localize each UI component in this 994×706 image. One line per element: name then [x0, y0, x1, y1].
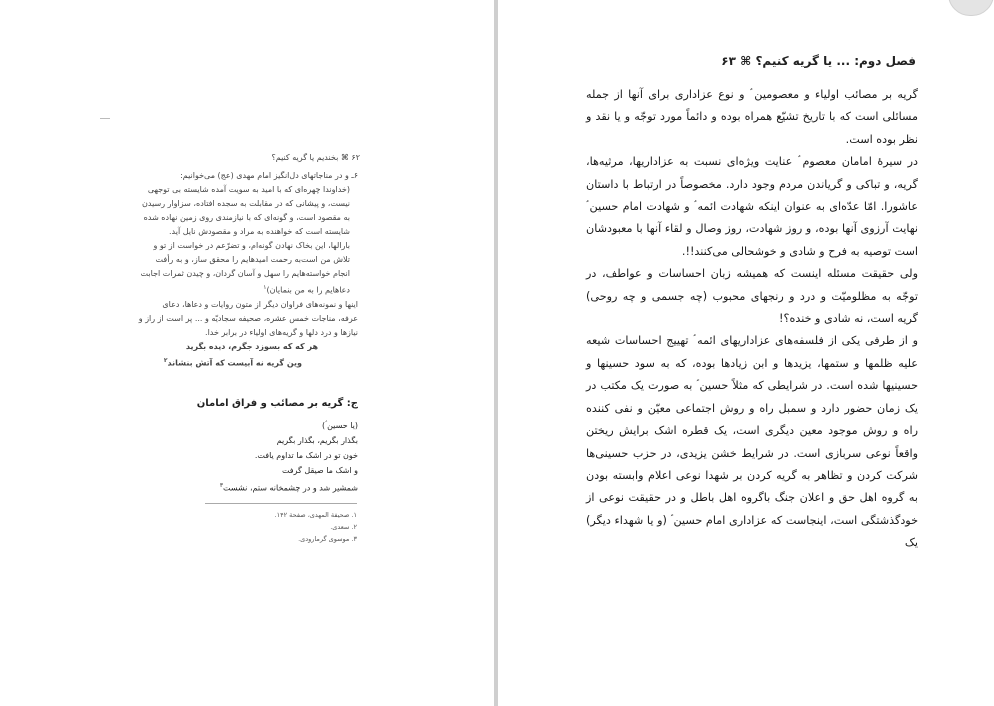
poem-line-text: شمشیر شد و در چشمخانه ستم، نشست: [223, 483, 358, 493]
section-heading: ج: گریه بر مصائب و فراق امامان: [196, 398, 358, 409]
quote-line: بارالها، این بخاک نهادن گونه‌ام، و تضرّعم در خواست از تو و: [153, 241, 350, 250]
margin-mark: [100, 118, 110, 119]
poem-line: خون تو در اشک ما تداوم یافت.: [254, 451, 358, 460]
verse-line-text: وین گریه نه آبیست که آتش بنشاند: [167, 358, 302, 368]
poem-line: [160, 478, 358, 496]
footnote-marker: ۲: [163, 356, 168, 364]
quote-line: انجام خواسته‌هایم را سهل و آسان گردان، و چیدن ثمرات اجابت: [140, 269, 350, 278]
quote-line: به مقصود است، و گونه‌ای که با نیازمندی روی زمین نهاده شده: [143, 213, 350, 222]
poem: [160, 418, 358, 496]
paragraph: و از طرفی یکی از فلسفه‌های عزاداریهای ائمه ؑ تهییج احساسات شیعه علیه ظلمها و ستمها، یزیدها و ابن زیادها بوده، که به سود حسینها و حسینیها شده است. در شرایطی که مثلاً حسین ؑ به صورت یک مکتب در یک زمان حضور دارد و سمبل راه و روش اجتماعی معیّن و نفی کننده راه و روش موجود معین دیگری است، یک قطره اشک برایش ریختن واقعاً نوعی سربازی است. در شرایط خشن یزیدی، در حزب حسینی‌ها شرکت کردن و تظاهر به گریه کردن بر شهدا نوعی اعلام وابسته بودن به گروه اهل حق و اعلان جنگ باگروه اهل باطل و در حقیقت نوعی از خودگذشتگی است، اینجاست که عزاداری امام حسین ؑ (و یا شهداء دیگر) یک: [586, 334, 918, 550]
left-body-text: [128, 169, 358, 370]
quote-line: شایسته است که خواهنده به مراد و مقصودش نایل آید.: [168, 227, 350, 236]
running-header: ۶۲ ⌘ بخندیم یا گریه کنیم؟: [271, 153, 360, 162]
verse-line: [128, 354, 358, 371]
poem-line: و اشک ما صیقل گرفت: [281, 466, 358, 475]
footnote: ۱. صحیفة المهدی، صفحة ۱۴۲.: [274, 511, 357, 519]
quote-line: [128, 281, 358, 298]
paragraph: اینها و نمونه‌های فراوان دیگر از متون روایات و دعاها، دعای: [162, 299, 358, 309]
footnote: ۳. موسوی گرمارودی.: [298, 535, 357, 543]
paragraph: گریه بر مصائب اولیاء و معصومین ؑ و نوع عزاداری برای آنها از جمله مسائلی است که با تاریخ تشیّع همراه بوده و دائماً مورد توجّه و یا نقد و نظر بوده است.: [586, 88, 918, 146]
right-page: [498, 0, 994, 706]
quote-line: تلاش من است‌به رحمت امیدهایم را محقق ساز، و به رأفت: [155, 255, 350, 264]
quote-line-text: دعاهایم را به من بنمایان): [266, 285, 350, 295]
running-header: فصل دوم: ... یا گریه کنیم؟ ⌘ ۶۳: [721, 54, 916, 68]
right-body-text: [586, 84, 918, 555]
paragraph: ولی حقیقت مسئله اینست که همیشه زبان احساسات و عواطف، در توجّه به مظلومیّت و درد و رنجهای محبوب (چه جسمی و چه روحی) گریه است، نه شادی و خنده؟!: [586, 267, 918, 326]
left-page: [0, 0, 494, 706]
quote-line: (خداوندا چهره‌ای که با امید به سویت آمده شایسته بی توجهی: [147, 185, 350, 194]
paragraph: عرفه، مناجات خمس عشره، صحیفه سجادیّه و ... پر است از راز و: [138, 313, 358, 323]
footnote-marker: ۳: [219, 482, 224, 489]
poem-line: (یا حسین ؑ): [321, 421, 358, 430]
quote-line: نیست، و پیشانی که در مقابلت به سجده افتاده، سزاوار رسیدن: [142, 199, 350, 208]
paragraph: در سیرهٔ امامان معصوم ؑ عنایت ویژه‌ای نسبت به عزاداریها، مرثیه‌ها، گریه، و تباکی و گریاندن مردم وجود دارد. مخصوصاً در ارتباط با داستان عاشورا. امّا عدّه‌ای به عنوان اینکه شهادت ائمه ؑ و شهادت امام حسین ؑ نهایت آرزوی آنها بوده، و روز شهادت، روز وصال و لقاء آنها با معبودشان است توصیه به فرح و شادی و خوشحالی می‌کنند!!.: [586, 155, 918, 258]
paragraph: نیازها و درد دلها و گریه‌های اولیاء در برابر خدا.: [205, 327, 358, 337]
footnote-marker: ۱: [263, 284, 267, 291]
poem-line: بگذار بگریم، بگذار بگریم: [276, 436, 358, 445]
corner-ornament: [948, 0, 994, 16]
quoted-prayer: [128, 183, 358, 298]
verse-line: هر که که بسوزد جگرم، دیده بگرید: [185, 341, 318, 351]
footnote: ۲. سعدی.: [330, 523, 357, 531]
footnotes: [205, 509, 357, 545]
footnote-divider: [205, 503, 357, 504]
paragraph: ۶ـ و در مناجاتهای دل‌انگیز امام مهدی (عج) می‌خوانیم:: [180, 171, 358, 180]
